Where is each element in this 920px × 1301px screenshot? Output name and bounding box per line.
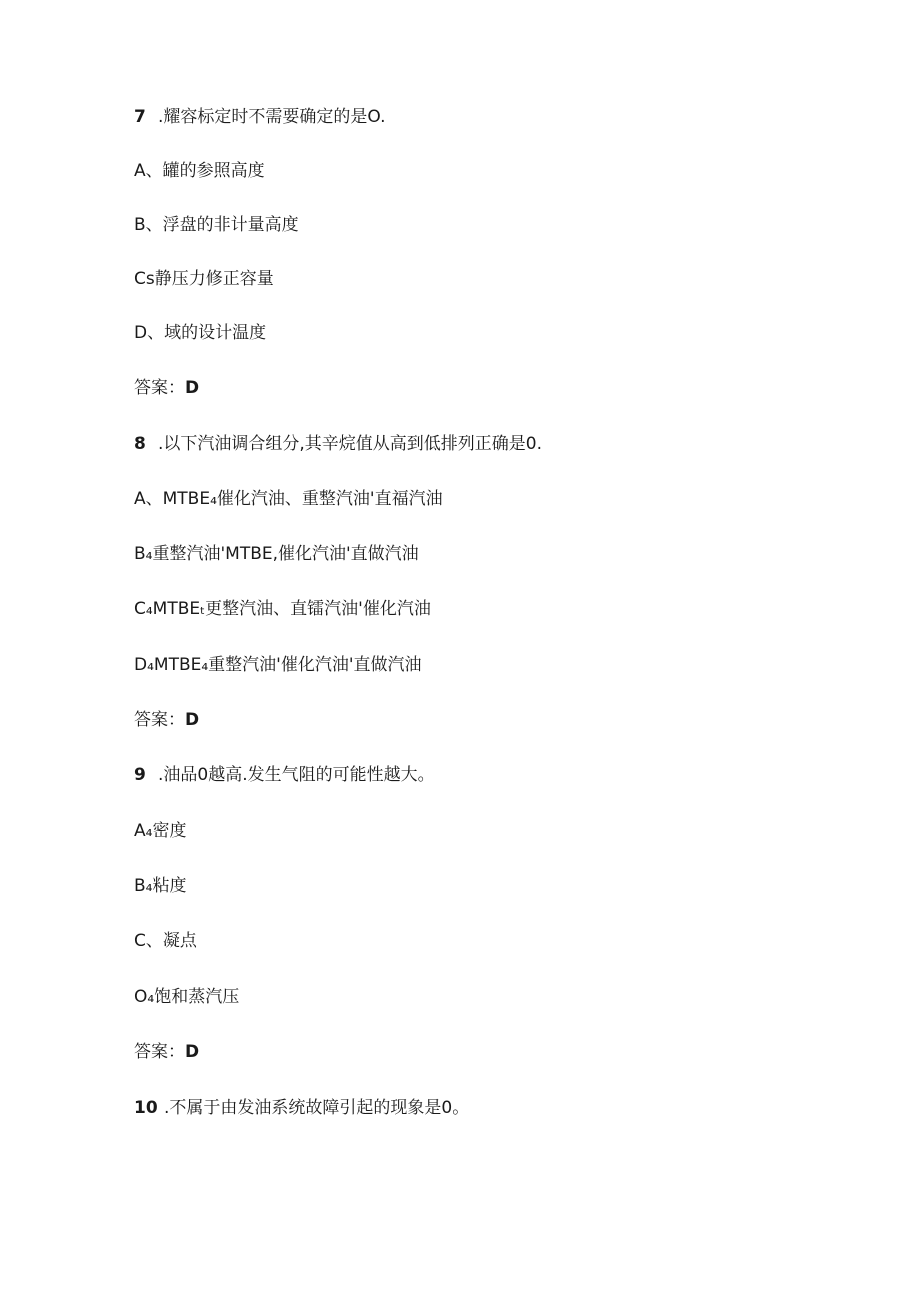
option-b: B₄粘度 (134, 876, 187, 896)
option-c: C₄MTBEₜ更整汽油、直镭汽油'催化汽油 (134, 599, 431, 619)
question-9 (134, 764, 435, 786)
answer-label: 答案： (134, 1042, 185, 1062)
question-10 (134, 1097, 469, 1119)
option-d: O₄饱和蒸汽压 (134, 987, 240, 1007)
answer-7 (134, 377, 199, 399)
answer-value: D (185, 378, 200, 398)
answer-8 (134, 709, 199, 731)
option-a: A、MTBE₄催化汽油、重整汽油'直福汽油 (134, 489, 443, 509)
question-number: 10 (134, 1098, 158, 1118)
option-a: A、罐的参照高度 (134, 161, 265, 181)
answer-value: D (185, 710, 200, 730)
option-b: B₄重整汽油'MTBE,催化汽油'直做汽油 (134, 544, 419, 564)
option-d: D₄MTBE₄重整汽油'催化汽油'直做汽油 (134, 655, 422, 675)
question-number: 8 (134, 434, 146, 454)
question-7 (134, 106, 386, 128)
question-text: .耀容标定时不需要确定的是O. (158, 107, 386, 127)
answer-value: D (185, 1042, 200, 1062)
option-b: B、浮盘的非计量高度 (134, 215, 299, 235)
option-c: C、凝点 (134, 931, 197, 951)
option-d: D、域的设计温度 (134, 323, 267, 343)
question-text: .油品0越高.发生气阻的可能性越大。 (158, 765, 435, 785)
question-text: .不属于由发油系统故障引起的现象是0。 (164, 1098, 470, 1118)
question-8 (134, 433, 542, 455)
answer-label: 答案： (134, 378, 185, 398)
question-text: .以下汽油调合组分,其辛烷值从高到低排列正确是0. (158, 434, 543, 454)
question-number: 9 (134, 765, 146, 785)
question-number: 7 (134, 107, 146, 127)
option-c: Cs静压力修正容量 (134, 269, 274, 289)
answer-label: 答案： (134, 710, 185, 730)
option-a: A₄密度 (134, 821, 187, 841)
answer-9 (134, 1041, 199, 1063)
